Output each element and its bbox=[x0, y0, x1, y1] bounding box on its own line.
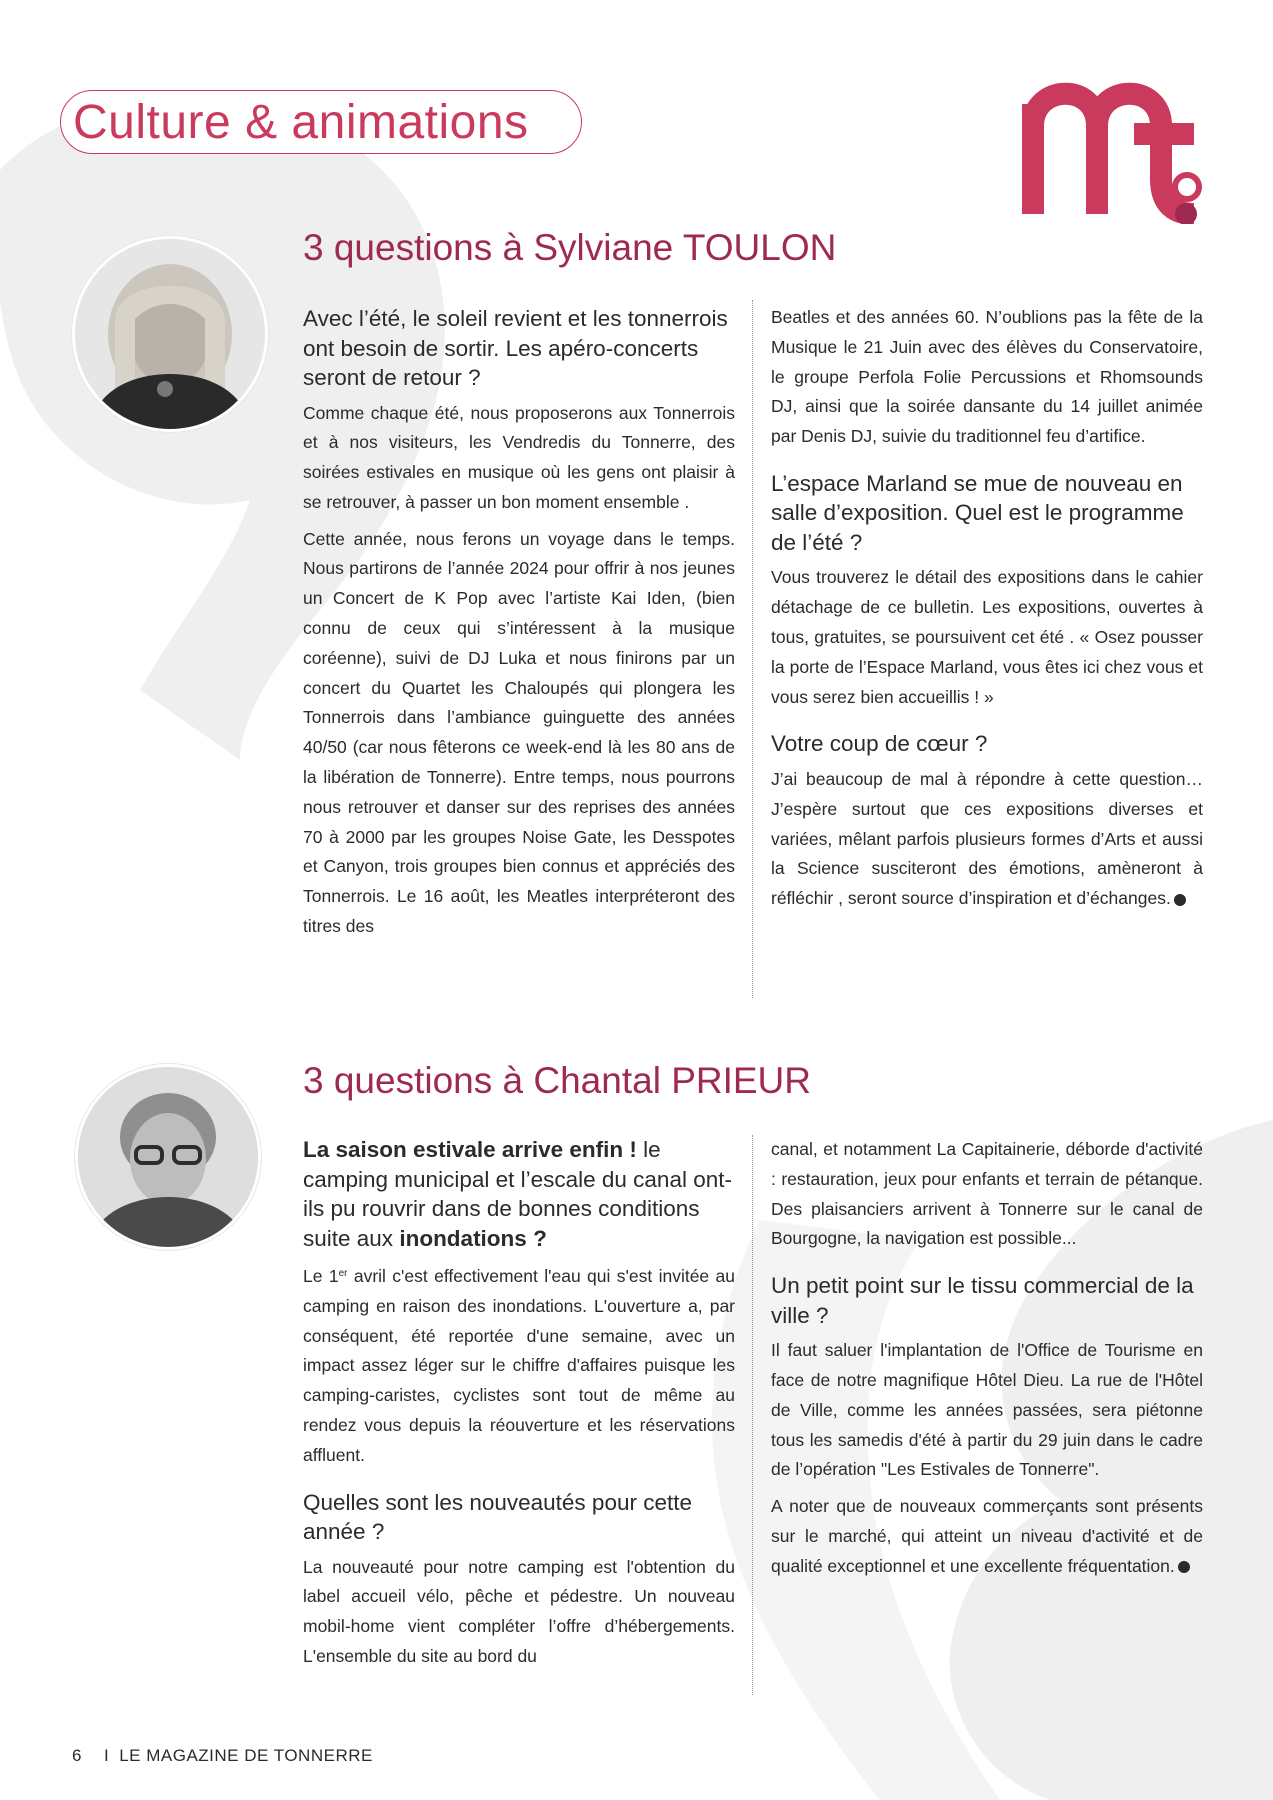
answer-1-start: Le 1 bbox=[303, 1266, 339, 1286]
section-title: Culture & animations bbox=[73, 95, 529, 149]
interview-2-question-2: Quelles sont les nouveautés pour cette année ? bbox=[303, 1489, 692, 1545]
end-of-article-bullet bbox=[1174, 894, 1186, 906]
interview-2-answer-3-paragraph-2 bbox=[771, 1492, 1203, 1581]
magazine-name: LE MAGAZINE DE TONNERRE bbox=[119, 1746, 373, 1765]
interview-2-answer-2-part-a: La nouveauté pour notre camping est l'obtention du label accueil vélo, pêche et pédestre. Un nouveau mobil-home vient compléter l’offre d’hébergements. L'ensemble du site au bord du bbox=[303, 1556, 735, 1666]
interview-2-question-3: Un petit point sur le tissu commercial de la ville ? bbox=[771, 1273, 1194, 1328]
interview-1-answer-1-paragraph-2-part-a: Cette année, nous ferons un voyage dans le temps. Nous partirons de l’année 2024 pour offrir à nos jeunes un Concert de K Pop avec l’artiste Kai Iden, (bien connu de ceux qui s’intéressent à la musique coréenne), suivi de DJ Luka et nous finirons par un concert du Quartet les Chaloupés qui plongera les Tonnerrois dans l’ambiance guinguette des années 40/50 (car nous fêterons ce week-end là les 80 ans de la libération de Tonnerre). Entre temps, nous pourrons nous retrouver et danser sur des reprises des années 70 à 2000 par les groupes Noise Gate, les Desspotes et Canyon, trois groupes bien connus et appréciés des Tonnerrois. Le 16 août, les Meatles interpréteront des titres des bbox=[303, 528, 735, 937]
avatar-sylviane-toulon bbox=[72, 236, 268, 432]
interview-2-answer-2-part-b: canal, et notamment La Capitainerie, déborde d'activité : restauration, jeux pour enfants et terrain de pétanque. Des plaisanciers arrivent à Tonnerre sur le canal de Bourgogne, la navigation est possible... bbox=[771, 1139, 1203, 1249]
interview-1-answer-3-text: J’ai beaucoup de mal à répondre à cette question…J’espère surtout que ces expositions diverses et variées, mêlant parfois plusieurs formes d’Arts et aussi la Science susciteront des émotions, amèneront à réfléchir , seront source d’inspiration et d’échanges. bbox=[771, 768, 1203, 909]
interview-1-column-right bbox=[771, 303, 1203, 921]
page-footer bbox=[72, 1746, 373, 1766]
brand-logo bbox=[1022, 64, 1207, 224]
interview-1-answer-1-paragraph-1: Comme chaque été, nous proposerons aux Tonnerrois et à nos visiteurs, les Vendredis du Tonnerre, des soirées estivales en musique où les gens ont plaisir à se retrouver, à passer un bon moment ensemble . bbox=[303, 402, 735, 512]
interview-2-answer-3-text: A noter que de nouveaux commerçants sont présents sur le marché, qui atteint un niveau d'activité et de qualité exceptionnel et une excellente fréquentation. bbox=[771, 1496, 1203, 1576]
interview-2-column-right bbox=[771, 1135, 1203, 1589]
section-title-pill bbox=[60, 90, 582, 154]
interview-2-heading: 3 questions à Chantal PRIEUR bbox=[303, 1060, 811, 1101]
interview-1-question-2: L’espace Marland se mue de nouveau en salle d’exposition. Quel est le programme de l’été ? bbox=[771, 470, 1184, 555]
interview-1-heading: 3 questions à Sylviane TOULON bbox=[303, 227, 837, 268]
avatar-chantal-prieur bbox=[75, 1064, 261, 1250]
page-number: 6 bbox=[72, 1746, 82, 1765]
ordinal-superscript: er bbox=[338, 1268, 348, 1279]
footer-separator: I bbox=[103, 1746, 110, 1765]
interview-1-column-left bbox=[303, 304, 735, 949]
column-divider-2 bbox=[752, 1135, 753, 1695]
portrait-photo bbox=[75, 239, 265, 429]
interview-1-answer-3 bbox=[771, 765, 1203, 914]
end-of-article-bullet bbox=[1178, 1561, 1190, 1573]
interview-1-question-3: Votre coup de cœur ? bbox=[771, 731, 988, 757]
interview-2-column-left bbox=[303, 1135, 735, 1679]
interview-2-question-1-bold-a: La saison estivale arrive enfin ! bbox=[303, 1137, 637, 1162]
portrait-photo bbox=[78, 1067, 258, 1247]
answer-1-rest: avril c'est effectivement l'eau qui s'est invitée au camping en raison des inondations. L'ouverture a, par conséquent, été reportée d'une semaine, avec un impact assez léger sur le chiffre d'affaires puisque les camping-caristes, cyclistes sont tout de même au rendez vous depuis la réouverture et les réservations affluent. bbox=[303, 1266, 736, 1465]
interview-1-answer-1-paragraph-2-part-b: Beatles et des années 60. N’oublions pas la fête de la Musique le 21 Juin avec des élèves du Conservatoire, le groupe Perfola Folie Percussions et Rhomsounds DJ, ainsi que la soirée dansante du 14 juillet animée par Denis DJ, suivie du traditionnel feu d’artifice. bbox=[771, 307, 1203, 447]
column-divider-1 bbox=[752, 300, 753, 998]
interview-2-answer-3-paragraph-1: Il faut saluer l'implantation de l'Office de Tourisme en face de notre magnifique Hôtel Dieu. La rue de l'Hôtel de Ville, comme les années passées, sera piétonne tous les samedis d'été à partir du 29 juin dans le cadre de l’opération "Les Estivales de Tonnerre". bbox=[771, 1340, 1203, 1480]
interview-2-question-1-text: le camping municipal et l’escale du canal ont-ils pu rouvrir dans de bonnes conditions suite aux bbox=[303, 1137, 732, 1251]
interview-2-answer-1 bbox=[303, 1259, 735, 1471]
interview-2-question-1-bold-b: inondations ? bbox=[399, 1225, 547, 1251]
interview-1-question-1: Avec l’été, le soleil revient et les tonnerrois ont besoin de sortir. Les apéro-concerts seront de retour ? bbox=[303, 306, 728, 390]
interview-1-answer-2: Vous trouverez le détail des expositions dans le cahier détachage de ce bulletin. Les expositions, ouvertes à tous, gratuites, se poursuivent cet été . « Osez pousser la porte de l’Espace Marland, vous êtes ici chez vous et vous serez bien accueillis ! » bbox=[771, 567, 1203, 707]
interview-2-question-1 bbox=[303, 1135, 735, 1253]
